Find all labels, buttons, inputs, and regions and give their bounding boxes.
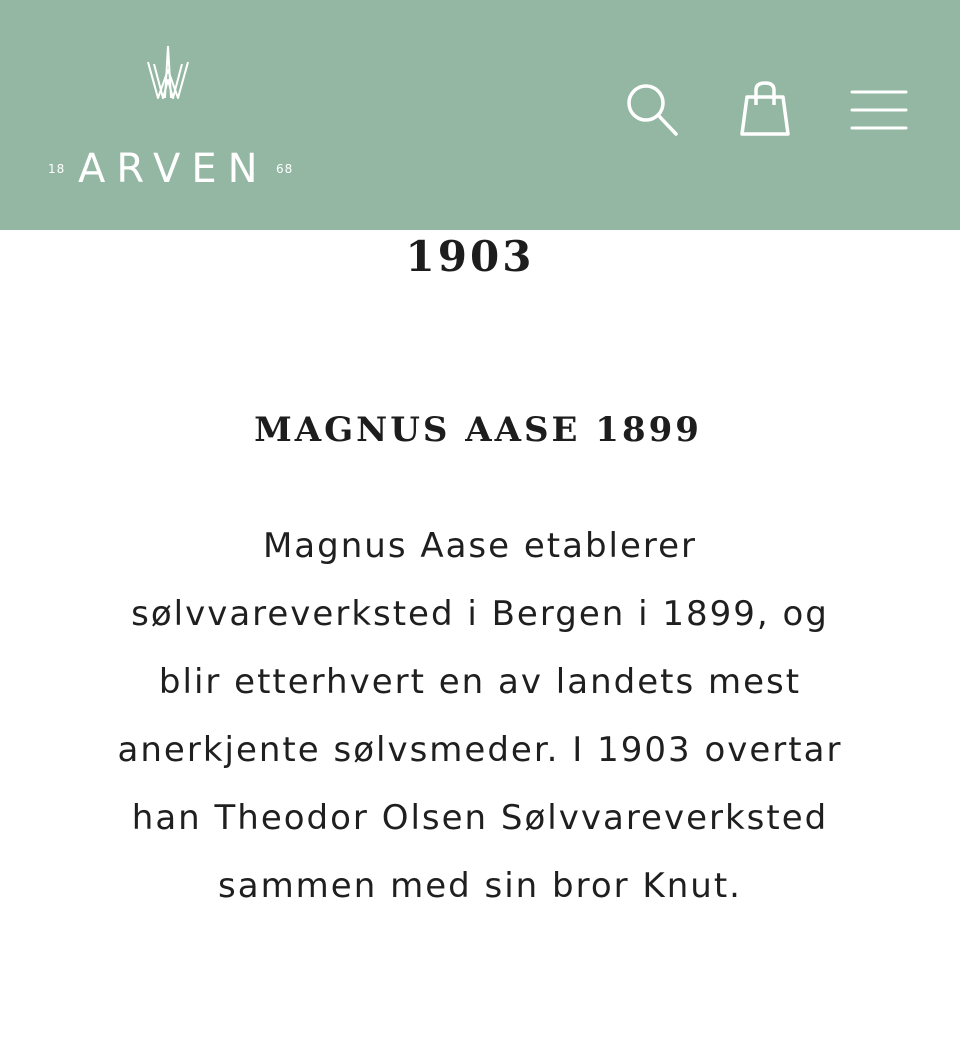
search-icon [624,82,680,138]
shopping-bag-icon [738,80,792,138]
hamburger-menu-icon [850,88,908,134]
crown-icon [144,44,192,102]
section-title: MAGNUS AASE 1899 [254,410,702,450]
timeline-content [0,230,960,1057]
menu-button[interactable] [850,88,908,134]
year-heading: 1903 [405,232,535,281]
search-button[interactable] [624,82,680,138]
logo-wordmark: ARVEN [78,146,269,192]
logo-year-right: 68 [276,162,294,176]
arven-logo[interactable] [40,40,310,200]
site-header [0,0,960,230]
logo-year-left: 18 [48,162,66,176]
cart-button[interactable] [738,80,792,138]
body-paragraph: Magnus Aase etablerer sølvvareverksted i Bergen i 1899, og blir etterhvert en av landets mest anerkjente sølvsmeder. I 1903 overtar han Theodor Olsen Sølvvareverksted sammen med sin bror Knut. [117,526,843,906]
logo-wordmark-row [40,144,310,194]
